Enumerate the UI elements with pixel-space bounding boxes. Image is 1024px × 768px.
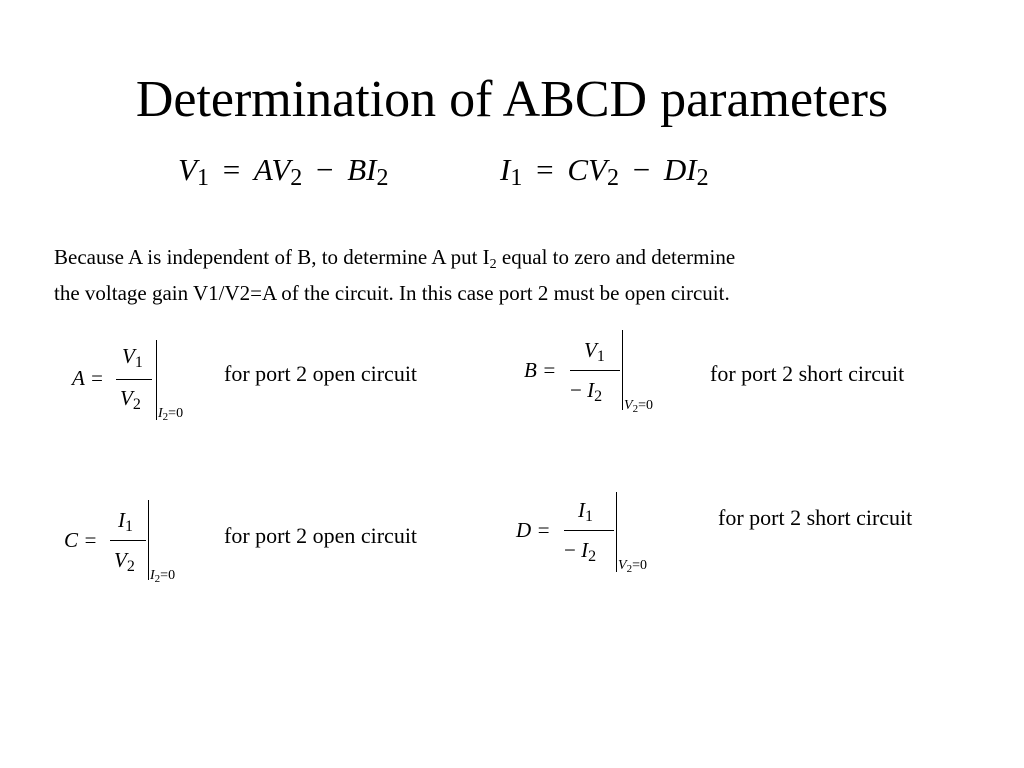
fraction-bar <box>570 370 620 371</box>
formula-a: A = $V_1$ $V_2$ $I_2=0$ <box>72 340 212 430</box>
evaluation-bar <box>156 340 157 420</box>
paragraph-line-2: the voltage gain V1/V2=A of the circuit. In this case port 2 must be open circuit. <box>54 281 730 305</box>
fraction-bar <box>110 540 146 541</box>
evaluation-bar <box>622 330 623 410</box>
slide-title: Determination of ABCD parameters <box>135 71 889 128</box>
formula-c: C = $I_1$ $V_2$ $I_2=0$ <box>64 500 204 590</box>
explanation-paragraph <box>54 241 994 310</box>
paragraph-line-1: Because A is independent of B, to determine A put $I_2$ equal to zero and determine <box>54 245 736 272</box>
label-d: for port 2 short circuit <box>718 505 913 530</box>
equation-v1: $V_1 = AV_2 - BI_2$ <box>178 152 389 192</box>
fraction-bar <box>116 379 152 380</box>
label-b: for port 2 short circuit <box>710 361 905 386</box>
fraction-bar <box>564 530 614 531</box>
equation-i1: $I_1 = CV_2 - DI_2$ <box>500 152 709 192</box>
label-c: for port 2 open circuit <box>224 523 418 548</box>
label-a: for port 2 open circuit <box>224 361 418 386</box>
evaluation-bar <box>148 500 149 580</box>
evaluation-bar <box>616 492 617 572</box>
formula-b: B = $V_1$ − $I_2$ $V_2=0$ <box>524 330 684 420</box>
formula-d: D = $I_1$ − $I_2$ $V_2=0$ <box>516 492 676 582</box>
